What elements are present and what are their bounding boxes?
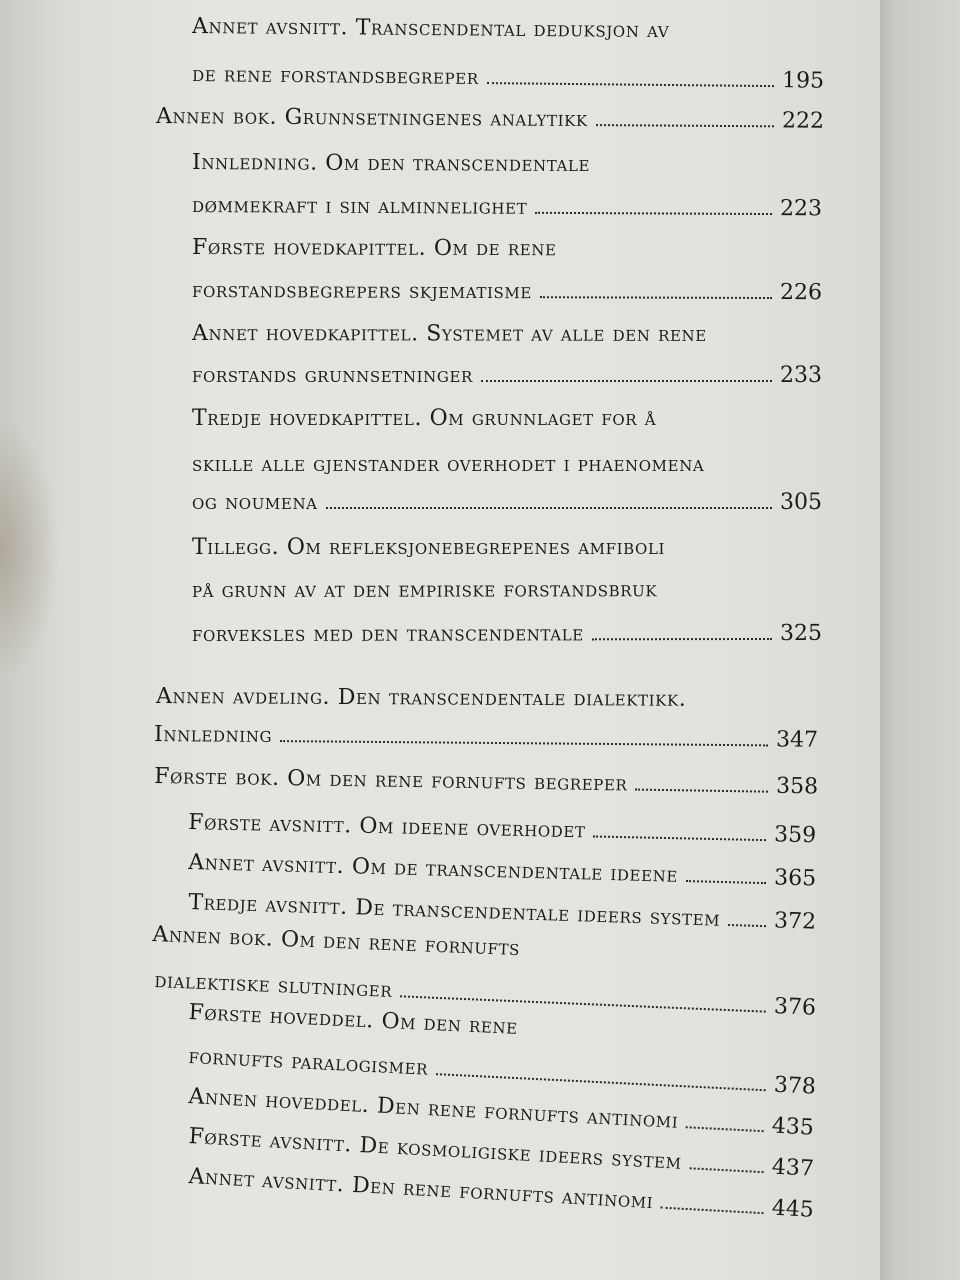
- toc-page-number: 358: [775, 773, 819, 800]
- dot-leader: [540, 296, 772, 299]
- toc-page-number: 223: [779, 196, 823, 222]
- toc-entry-title: de rene forstandsbegreper: [192, 62, 479, 91]
- toc-entry-title: Første hovedkapittel. Om de rene: [192, 235, 557, 262]
- toc-entry-title: Annen hoveddel. Den rene fornufts antinomi: [188, 1084, 679, 1134]
- toc-entry-title: Innledning: [154, 722, 273, 749]
- toc-entry-title: på grunn av at den empiriske forstandsbruk: [191, 577, 658, 603]
- dot-leader: [481, 380, 772, 382]
- toc-entry-title: Innledning. Om den transcendentale: [192, 150, 591, 178]
- toc-entry: [192, 363, 822, 388]
- toc-entry: [192, 278, 822, 305]
- toc-page-number: 437: [771, 1154, 815, 1182]
- dot-leader: [661, 1207, 764, 1215]
- dot-leader: [728, 924, 766, 927]
- toc-entry-title: Første hoveddel. Om den rene: [188, 1000, 519, 1040]
- toc-page-number: 233: [780, 363, 822, 388]
- toc-page-number: 376: [773, 993, 817, 1021]
- dot-leader: [326, 507, 772, 509]
- toc-entry-title: Tredje hovedkapittel. Om grunnlaget for å: [192, 406, 657, 431]
- dot-leader: [686, 1126, 764, 1132]
- toc-entry: [192, 490, 822, 515]
- toc-entry: [154, 764, 818, 799]
- toc-page-number: 445: [771, 1195, 815, 1223]
- toc-page-number: 347: [775, 727, 819, 753]
- toc-entry-title: forstandsbegrepers skjematisme: [192, 278, 532, 305]
- dot-leader: [535, 212, 772, 215]
- toc-entry: [192, 452, 704, 477]
- toc-page-number: 378: [773, 1072, 817, 1100]
- toc-entry: [192, 535, 665, 560]
- toc-entry: [192, 150, 590, 177]
- toc-entry-title: Første bok. Om den rene fornufts begreper: [154, 764, 628, 797]
- toc-entry-title: Annet avsnitt. Den rene fornufts antinomi: [188, 1164, 654, 1215]
- toc-entry-title: Annen bok. Grunnsetningenes analytikk: [156, 104, 588, 133]
- toc-page-number: 305: [780, 490, 822, 515]
- toc-entry: [152, 922, 521, 961]
- toc-entry: [156, 104, 824, 134]
- toc-entry: [188, 850, 816, 891]
- toc-page-number: 222: [781, 108, 825, 134]
- toc-entry: [192, 406, 656, 431]
- toc-entry-title: dømmekraft i sin alminnelighet: [192, 193, 528, 220]
- toc-page-number: 435: [771, 1113, 815, 1141]
- dot-leader: [400, 995, 766, 1012]
- toc-entry-title: Første avsnitt. De kosmoligiske ideers system: [188, 1124, 683, 1175]
- dot-leader: [635, 789, 768, 793]
- toc-entry: [156, 684, 686, 712]
- toc-entry-title: skille alle gjenstander overhodet i phaenomena: [192, 452, 705, 477]
- toc-entry: [192, 62, 824, 94]
- toc-page-number: 325: [779, 620, 822, 646]
- toc-entry: [192, 621, 822, 647]
- toc-entry-title: Tillegg. Om refleksjonebegrepenes amfiboli: [192, 535, 666, 560]
- toc-entry-title: forstands grunnsetninger: [192, 363, 473, 388]
- toc-entry-title: Annet hovedkapittel. Systemet av alle den rene: [192, 321, 707, 347]
- toc-page-number: 359: [773, 822, 817, 849]
- toc-page-number: 195: [781, 68, 825, 94]
- toc-entry-title: Annen bok. Om den rene fornufts: [152, 922, 521, 962]
- toc-entry: [192, 235, 557, 261]
- toc-page-number: 226: [779, 280, 823, 306]
- toc-entry-title: Annet avsnitt. Om de transcendentale ideene: [188, 850, 679, 888]
- dot-leader: [436, 1073, 766, 1091]
- toc-page-number: 365: [773, 865, 817, 892]
- toc-page-number: 372: [773, 908, 817, 935]
- toc-entry-title: Annet avsnitt. Transcendental deduksjon av: [192, 14, 670, 44]
- dot-leader: [689, 1167, 763, 1173]
- toc-entry-title: fornufts paralogismer: [188, 1044, 429, 1081]
- toc-entry-title: Første avsnitt. Om ideene overhodet: [188, 810, 586, 844]
- toc-entry-title: Tredje avsnitt. De transcendentale ideers system: [188, 890, 721, 932]
- page-edge: [880, 0, 960, 1280]
- dot-leader: [487, 82, 774, 87]
- dot-leader: [592, 638, 772, 640]
- toc-entry: [154, 722, 818, 753]
- toc-entry-title: forveksles med den transcendentale: [191, 621, 584, 647]
- toc-entry: [192, 577, 657, 603]
- toc-entry-title: og noumena: [192, 490, 318, 515]
- toc-entry: [192, 321, 707, 347]
- dot-leader: [593, 835, 766, 841]
- toc-entry: [188, 810, 816, 848]
- toc-entry-title: Annen avdeling. Den transcendentale dialektikk.: [156, 684, 687, 712]
- dot-leader: [596, 124, 774, 127]
- dot-leader: [280, 740, 768, 746]
- toc-entry-title: dialektiske slutninger: [154, 968, 393, 1003]
- dot-leader: [686, 880, 766, 884]
- toc-entry: [192, 14, 669, 43]
- toc-entry: [192, 193, 822, 221]
